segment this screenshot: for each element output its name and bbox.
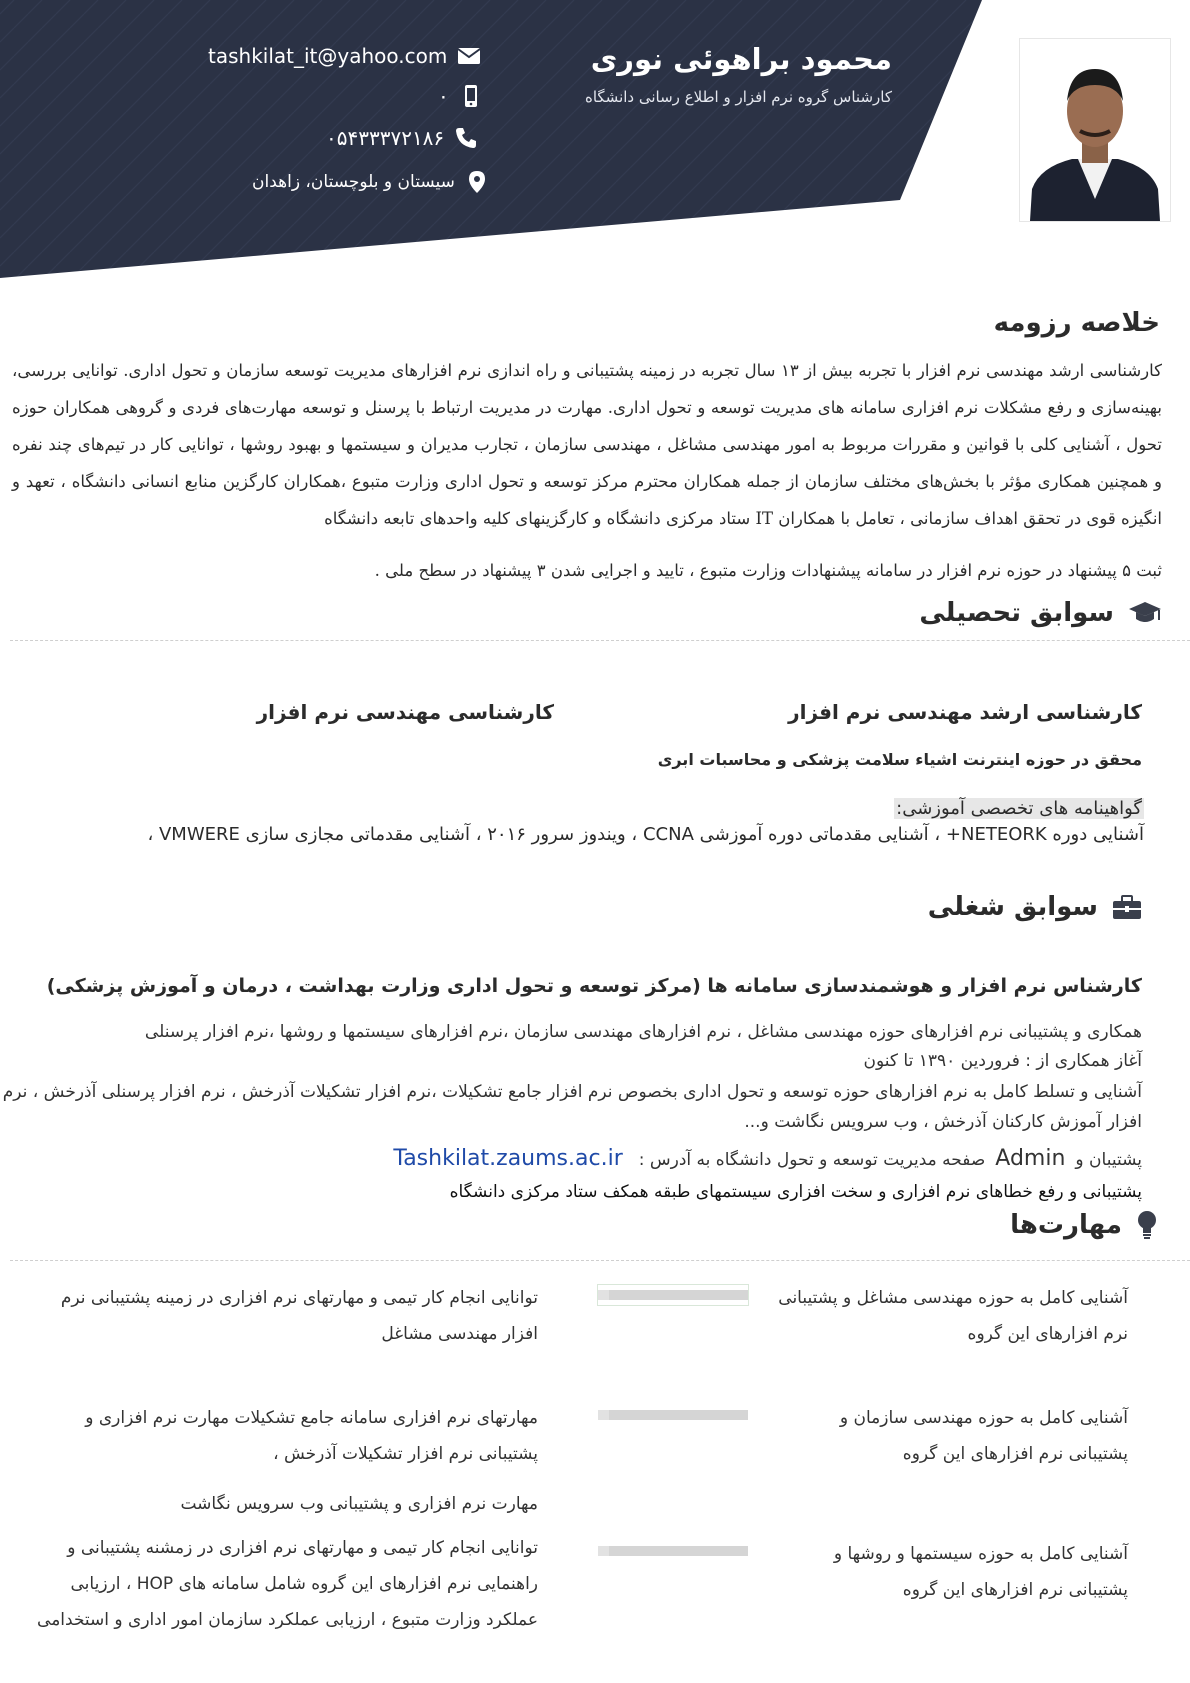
degree-bachelor: کارشناسی مهندسی نرم افزار (256, 700, 554, 724)
skill-1-detail (61, 1280, 538, 1352)
degree-masters: کارشناسی ارشد مهندسی نرم افزار (788, 700, 1142, 724)
mobile-text: ۰ (438, 84, 449, 108)
skill-2-detail (85, 1400, 538, 1522)
skill-1-bar-fill (609, 1290, 749, 1300)
skill-3-detail-1: توانایی انجام کار تیمی و مهارتهای نرم افزاری در زمشنه پشتیبانی و (67, 1538, 538, 1558)
skill-2-bar (598, 1410, 748, 1420)
skill-2-detail-2: پشتیبانی نرم افزار تشکیلات آذرخش ، (273, 1444, 538, 1464)
phone-text: ۰۵۴۳۳۳۷۲۱۸۶ (326, 126, 445, 150)
location-text: سیستان و بلوچستان، زاهدان (252, 172, 455, 192)
job-line-1: همکاری و پشتیبانی نرم افزارهای حوزه مهندسی مشاغل ، نرم افزارهای مهندسی سازمان ،نرم افزارهای سیستمها و روشها ،نرم افزار پرسنلی (144, 1022, 1142, 1042)
lightbulb-icon (1136, 1210, 1158, 1240)
job-line-5 (393, 1146, 1142, 1171)
summary-title: خلاصه رزومه (993, 308, 1160, 338)
skill-1-bar (598, 1290, 748, 1300)
skill-1-detail-1: توانایی انجام کار تیمی و مهارتهای نرم افزاری در زمینه پشتیبانی نرم (60, 1288, 538, 1308)
skill-1-line-1: آشنایی کامل به حوزه مهندسی مشاغل و پشتیبانی (778, 1288, 1128, 1308)
education-divider (10, 640, 1190, 641)
skill-3-line-1: آشنایی کامل به حوزه سیستمها و روشها و (833, 1544, 1128, 1564)
profile-photo (1019, 38, 1171, 222)
skills-divider (10, 1260, 1190, 1261)
contact-location (252, 170, 489, 194)
job-line-3: آشنایی و تسلط کامل به نرم افزارهای حوزه توسعه و تحول اداری بخصوص نرم افزار جامع تشکیلات ،نرم افزار تشکیلات آذرخش ، نرم افزار پرسنلی آذرخش ، نرم (2, 1082, 1142, 1102)
skills-heading (1010, 1210, 1158, 1240)
education-heading (919, 598, 1162, 628)
skill-3-bar (598, 1546, 748, 1556)
education-title: سوابق تحصیلی (919, 598, 1114, 628)
skill-2-line-2: پشتیبانی نرم افزارهای این گروه (902, 1444, 1128, 1464)
skill-2-bar-fill (609, 1410, 749, 1420)
work-heading (928, 892, 1142, 922)
skill-2-detail-3: مهارت نرم افزاری و پشتیبانی وب سرویس نگاشت (180, 1494, 538, 1514)
person-name: محمود براهوئی نوری (590, 42, 892, 76)
skill-3-detail-2: راهنمایی نرم افزارهای این گروه شامل سامانه های HOP ، ارزیابی (70, 1574, 538, 1594)
phone-icon (454, 126, 478, 150)
contact-phone (326, 126, 478, 150)
skill-2-name (840, 1400, 1128, 1472)
skill-1-detail-2: افزار مهندسی مشاغل (381, 1324, 538, 1344)
certs-list: آشنایی دوره NETEORK+ ، آشنایی مقدماتی دوره آموزشی CCNA ، ویندوز سرور ۲۰۱۶ ، آشنایی مقدماتی مجازی سازی VMWERE ، (147, 824, 1144, 845)
line5-mid: صفحه مدیریت توسعه و تحول دانشگاه به آدرس : (638, 1150, 986, 1170)
skill-1-line-2: نرم افزارهای این گروه (967, 1324, 1128, 1344)
job-line-6: پشتیبانی و رفع خطاهای نرم افزاری و سخت افزاری سیستمهای طبقه همکف ستاد مرکزی دانشگاه (449, 1182, 1142, 1202)
certs-label: گواهینامه های تخصصی آموزشی: (896, 798, 1142, 819)
summary-heading (994, 308, 1160, 338)
summary-paragraph: کارشناسی ارشد مهندسی نرم افزار با تجربه بیش از ۱۳ سال تجربه در زمینه پشتیبانی و راه اندازی نرم افزارهای مدیریت توسعه سازمان و تحول اداری. توانایی بررسی، بهینه‌سازی و رفع مشکلات نرم افزاری سامانه های مدیریت توسعه و تحول اداری. مهارت در مدیریت ارتباط با پرسنل و توسعه مهارت‌های فردی و گروهی همکاران حوزه تحول ، آشنایی کلی با قوانین و مقررات مربوط به امور مهندسی مشاغل ، مهندسی سازمان ، تجارب مدیران و سیستمها و بهبود روشها ، توانایی کار در تیم‌های چند نفره و همچنین همکاری مؤثر با بخش‌های مختلف سازمان از جمله همکاران محترم مرکز توسعه و تحول اداری وزارت متبوع ،همکاران کارگزین منابع انسانی دانشگاه ، تعهد و انگیزه قوی در تحقق اهداف سازمانی ، تعامل با همکاران IT ستاد مرکزی دانشگاه و کارگزینهای کلیه واحدهای تابعه دانشگاه (12, 361, 1162, 528)
skill-1-name (778, 1280, 1128, 1352)
line5-admin: Admin (995, 1146, 1066, 1171)
skill-2-detail-1: مهارتهای نرم افزاری سامانه جامع تشکیلات مهارت نرم افزاری و (85, 1408, 538, 1428)
skill-3-bar-fill (609, 1546, 749, 1556)
job-line-4: افزار آموزش کارکنان آذرخش ، وب سرویس نگاشت و... (744, 1112, 1142, 1132)
summary-suggestions: ثبت ۵ پیشنهاد در حوزه نرم افزار در سامانه پیشنهادات وزارت متبوع ، تایید و اجرایی شدن ۳ پیشنهاد در سطح ملی . (374, 561, 1162, 580)
research-line: محقق در حوزه اینترنت اشیاء سلامت پزشکی و محاسبات ابری (657, 750, 1142, 769)
work-title: سوابق شغلی (927, 892, 1098, 922)
mobile-phone-icon (459, 84, 483, 108)
job-line-2: آغاز همکاری از : فروردین ۱۳۹۰ تا کنون (863, 1051, 1142, 1071)
contact-email[interactable] (208, 44, 481, 68)
job-title: کارشناس نرم افزار و هوشمندسازی سامانه ها (مرکز توسعه و تحول اداری وزارت بهداشت ، درمان و آموزش پزشکی) (46, 975, 1142, 997)
skills-title: مهارت‌ها (1010, 1210, 1122, 1240)
line5-prefix: پشتیبان و (1075, 1150, 1142, 1170)
tashkilat-link[interactable]: Tashkilat.zaums.ac.ir (393, 1146, 623, 1171)
skill-2-line-1: آشنایی کامل به حوزه مهندسی سازمان و (839, 1408, 1128, 1428)
graduation-cap-icon (1128, 600, 1162, 626)
skill-3-name (834, 1536, 1128, 1608)
person-job-title: کارشناس گروه نرم افزار و اطلاع رسانی دانشگاه (584, 88, 892, 106)
briefcase-icon (1112, 894, 1142, 920)
skill-3-detail (37, 1530, 538, 1638)
skill-3-line-2: پشتیبانی نرم افزارهای این گروه (902, 1580, 1128, 1600)
skill-3-detail-3: عملکرد وزارت متبوع ، ارزیابی عملکرد سازمان امور اداری و استخدامی (37, 1610, 538, 1630)
location-pin-icon (465, 170, 489, 194)
certs-label-wrap (894, 798, 1144, 819)
email-text[interactable]: tashkilat_it@yahoo.com (208, 44, 448, 68)
envelope-icon (457, 44, 481, 68)
contact-mobile (438, 84, 483, 108)
